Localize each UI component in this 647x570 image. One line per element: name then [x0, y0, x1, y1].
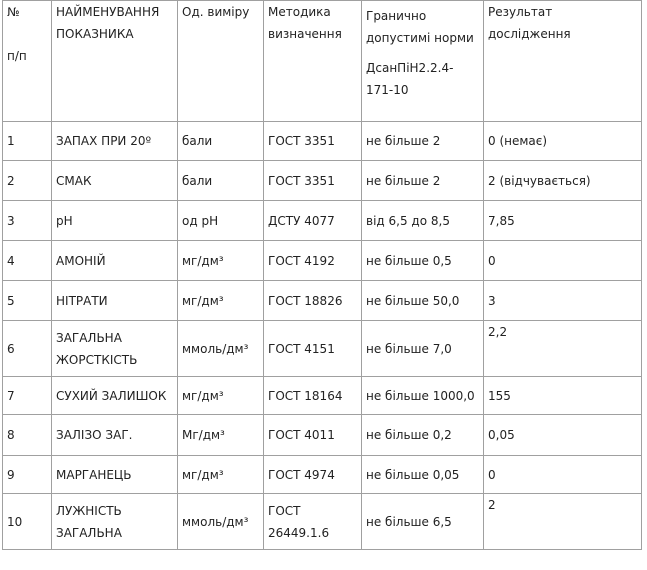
table-row: [3, 456, 642, 494]
cell-method: ГОСТ 4974: [264, 456, 362, 494]
cell-name: СМАК: [52, 161, 178, 201]
cell-unit: ммоль/дм³: [178, 321, 264, 377]
cell-result: 2 (відчувається): [484, 161, 642, 201]
cell-result: 0,05: [484, 415, 642, 456]
cell-name: МАРГАНЕЦЬ: [52, 456, 178, 494]
cell-limit: від 6,5 до 8,5: [362, 201, 484, 241]
cell-result: 0: [484, 241, 642, 281]
header-row: [3, 1, 642, 122]
cell-name: ЗАЛІЗО ЗАГ.: [52, 415, 178, 456]
cell-method: ГОСТ 3351: [264, 122, 362, 161]
cell-no: 10: [3, 494, 52, 550]
cell-name: АМОНІЙ: [52, 241, 178, 281]
cell-no: 2: [3, 161, 52, 201]
cell-unit: мг/дм³: [178, 241, 264, 281]
table-row: [3, 281, 642, 321]
cell-method: ГОСТ 26449.1.6: [264, 494, 362, 550]
cell-limit: не більше 2: [362, 161, 484, 201]
cell-unit: бали: [178, 161, 264, 201]
header-name: НАЙМЕНУВАННЯ ПОКАЗНИКА: [52, 1, 178, 122]
cell-name: ЛУЖНІСТЬ ЗАГАЛЬНА: [52, 494, 178, 550]
cell-no: 4: [3, 241, 52, 281]
cell-no: 5: [3, 281, 52, 321]
cell-method: ГОСТ 4192: [264, 241, 362, 281]
cell-unit: од pH: [178, 201, 264, 241]
cell-result: 2: [484, 494, 642, 550]
cell-name: pH: [52, 201, 178, 241]
cell-no: 7: [3, 377, 52, 415]
cell-name: СУХИЙ ЗАЛИШОК: [52, 377, 178, 415]
cell-no: 3: [3, 201, 52, 241]
cell-no: 8: [3, 415, 52, 456]
header-method: Методика визначення: [264, 1, 362, 122]
table-row: [3, 161, 642, 201]
header-no: [3, 1, 52, 122]
cell-result: 7,85: [484, 201, 642, 241]
cell-unit: мг/дм³: [178, 281, 264, 321]
cell-method: ГОСТ 4011: [264, 415, 362, 456]
cell-method: ДСТУ 4077: [264, 201, 362, 241]
cell-limit: не більше 50,0: [362, 281, 484, 321]
cell-no: 1: [3, 122, 52, 161]
water-analysis-table: [2, 0, 642, 550]
cell-no: 6: [3, 321, 52, 377]
header-no-pp: п/п: [7, 49, 27, 63]
cell-limit: не більше 1000,0: [362, 377, 484, 415]
cell-result: 3: [484, 281, 642, 321]
cell-limit: не більше 7,0: [362, 321, 484, 377]
cell-limit: не більше 0,5: [362, 241, 484, 281]
cell-method: ГОСТ 18164: [264, 377, 362, 415]
cell-limit: не більше 0,05: [362, 456, 484, 494]
cell-unit: ммоль/дм³: [178, 494, 264, 550]
table-row: [3, 241, 642, 281]
table-row: [3, 415, 642, 456]
cell-unit: мг/дм³: [178, 456, 264, 494]
header-limit: [362, 1, 484, 122]
cell-result: 0 (немає): [484, 122, 642, 161]
header-limit-title: Гранично допустимі норми: [366, 9, 474, 45]
header-result: Результат дослідження: [484, 1, 642, 122]
cell-unit: бали: [178, 122, 264, 161]
cell-result: 2,2: [484, 321, 642, 377]
cell-no: 9: [3, 456, 52, 494]
cell-name: НІТРАТИ: [52, 281, 178, 321]
cell-result: 0: [484, 456, 642, 494]
table-row: [3, 321, 642, 377]
table-row: [3, 201, 642, 241]
header-no-symbol: №: [7, 5, 20, 19]
table-row: [3, 494, 642, 550]
cell-method: ГОСТ 3351: [264, 161, 362, 201]
header-unit: Од. виміру: [178, 1, 264, 122]
cell-name: ЗАПАХ ПРИ 20º: [52, 122, 178, 161]
cell-limit: не більше 2: [362, 122, 484, 161]
cell-result: 155: [484, 377, 642, 415]
table-row: [3, 122, 642, 161]
cell-method: ГОСТ 4151: [264, 321, 362, 377]
cell-unit: мг/дм³: [178, 377, 264, 415]
header-limit-standard: ДсанПіН2.2.4-171-10: [366, 61, 454, 97]
cell-limit: не більше 6,5: [362, 494, 484, 550]
cell-name: ЗАГАЛЬНА ЖОРСТКІСТЬ: [52, 321, 178, 377]
cell-method: ГОСТ 18826: [264, 281, 362, 321]
cell-unit: Мг/дм³: [178, 415, 264, 456]
cell-limit: не більше 0,2: [362, 415, 484, 456]
table-row: [3, 377, 642, 415]
